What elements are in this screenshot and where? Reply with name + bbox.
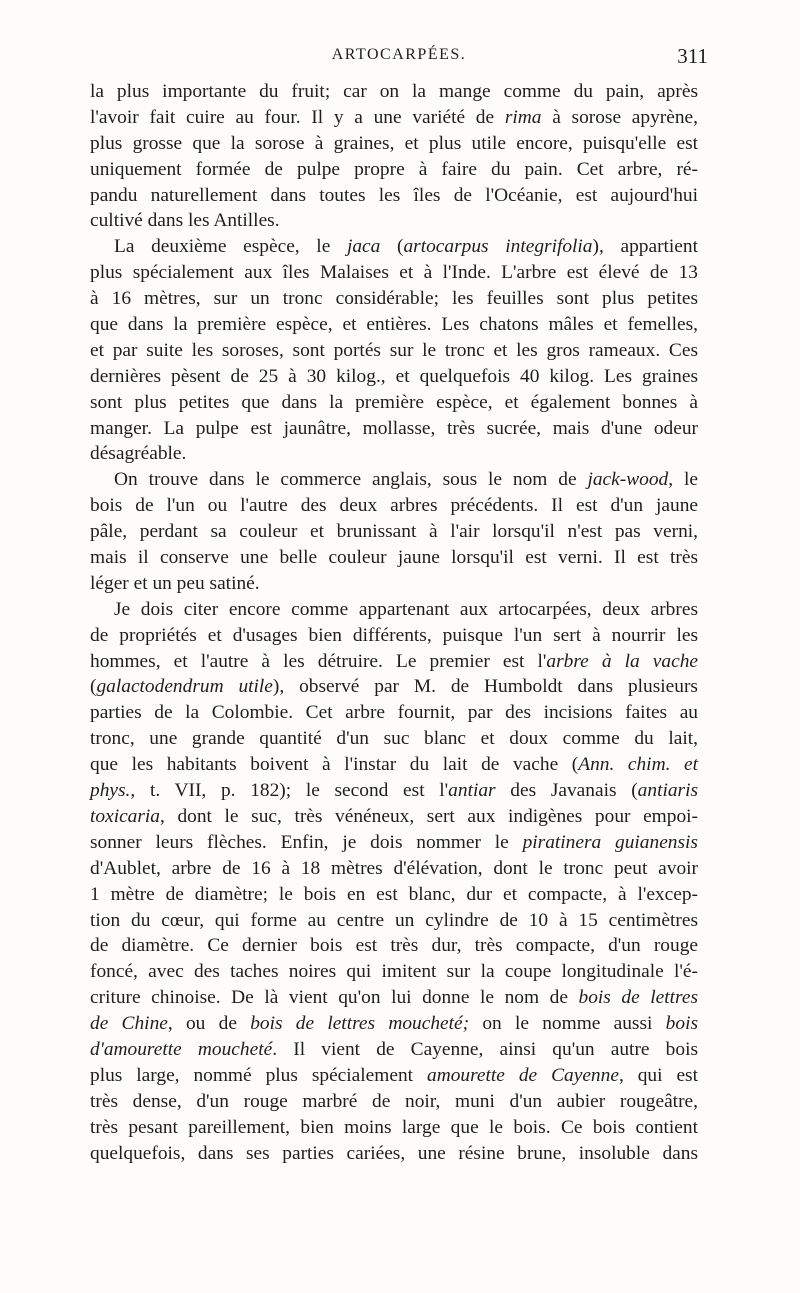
text-line <box>90 441 698 467</box>
text-line <box>90 131 698 157</box>
text-run: des Javanais ( <box>495 780 638 802</box>
italic-text: antiaris <box>637 780 699 802</box>
text-run: tion du cœur, qui forme au centre un cylindre de 10 à 15 centimètres <box>90 909 698 931</box>
text-run: pâle, perdant sa couleur et brunissant à l'air lorsqu'il n'est pas verni, <box>90 521 698 543</box>
text-run: sonner leurs flèches. Enfin, je dois nommer le <box>90 831 523 853</box>
italic-text: antiar <box>448 780 496 802</box>
text-line <box>90 519 698 545</box>
text-run: léger et un peu satiné. <box>90 572 260 594</box>
text-line <box>90 597 698 623</box>
text-run: cultivé dans les Antilles. <box>90 210 280 232</box>
paragraph <box>90 79 698 234</box>
text-line <box>90 208 698 234</box>
text-run: , qui est <box>618 1064 698 1086</box>
text-run: à 16 mètres, sur un tronc considérable; les feuilles sont plus petites <box>90 288 698 310</box>
text-line <box>90 959 698 985</box>
text-run: ), appartient <box>592 236 699 258</box>
text-line <box>90 674 698 700</box>
text-run: Je dois citer encore comme appartenant aux artocarpées, deux arbres <box>114 598 698 620</box>
italic-text: jaca <box>346 236 381 258</box>
text-run: , ou de <box>167 1013 251 1035</box>
italic-text: phys. <box>90 780 131 802</box>
italic-text: amourette de Cayenne <box>427 1064 619 1086</box>
text-line <box>90 882 698 908</box>
italic-text: rima <box>504 106 542 128</box>
text-run: très dense, d'un rouge marbré de noir, muni d'un aubier rougeâtre, <box>90 1090 698 1112</box>
text-run: désagréable. <box>90 443 187 465</box>
text-line <box>90 700 698 726</box>
page-header <box>90 46 708 76</box>
italic-text: jack-wood <box>587 469 669 491</box>
italic-text: arbre à la vache <box>546 650 698 672</box>
text-run: La deuxième espèce, le <box>114 236 347 258</box>
italic-text: d'amourette moucheté <box>90 1038 273 1060</box>
text-run: manger. La pulpe est jaunâtre, mollasse, très sucrée, mais d'une odeur <box>90 417 698 439</box>
text-line <box>90 183 698 209</box>
text-line <box>90 286 698 312</box>
text-line <box>90 985 698 1011</box>
italic-text: Ann. chim. et <box>578 754 698 776</box>
text-line <box>90 933 698 959</box>
text-run: uniquement formée de pulpe propre à faire du pain. Cet arbre, ré- <box>90 158 698 180</box>
text-run: sont plus petites que dans la première espèce, et également bonnes à <box>90 391 698 413</box>
text-run: pandu naturellement dans toutes les îles de l'Océanie, est aujourd'hui <box>90 184 698 206</box>
text-line <box>90 467 698 493</box>
text-line <box>90 390 698 416</box>
text-run: bois de l'un ou l'autre des deux arbres précédents. Il est d'un jaune <box>90 495 698 517</box>
paragraph <box>90 467 698 596</box>
text-line <box>90 1089 698 1115</box>
page-number: 311 <box>677 44 708 68</box>
italic-text: piratinera guianensis <box>522 831 698 853</box>
text-run: foncé, avec des taches noires qui imitent sur la coupe longitudinale l'é- <box>90 961 698 983</box>
text-run: , dont le suc, très vénéneux, sert aux indigènes pour empoi- <box>160 805 698 827</box>
text-line <box>90 79 698 105</box>
text-line <box>90 416 698 442</box>
text-run: d'Aublet, arbre de 16 à 18 mètres d'élévation, dont le tronc peut avoir <box>90 857 698 879</box>
text-line <box>90 338 698 364</box>
paragraph <box>90 234 698 467</box>
text-line <box>90 364 698 390</box>
text-run: plus large, nommé plus spécialement <box>90 1064 427 1086</box>
text-run: que les habitants boivent à l'instar du lait de vache ( <box>90 754 579 776</box>
text-line <box>90 830 698 856</box>
text-line <box>90 1115 698 1141</box>
text-run: de propriétés et d'usages bien différents, puisque l'un sert à nourrir les <box>90 624 698 646</box>
text-line <box>90 545 698 571</box>
text-line <box>90 1037 698 1063</box>
italic-text: bois <box>665 1013 698 1035</box>
text-run: ), observé par M. de Humboldt dans plusieurs <box>272 676 698 698</box>
text-run: , le <box>668 469 698 491</box>
body-text <box>90 79 698 1166</box>
italic-text: bois de lettres <box>578 987 698 1009</box>
text-run: criture chinoise. De là vient qu'on lui donne le nom de <box>90 987 579 1009</box>
italic-text: bois de lettres moucheté; <box>250 1013 470 1035</box>
text-run: plus spécialement aux îles Malaises et à l'Inde. L'arbre est élevé de 13 <box>90 262 698 284</box>
text-run: de diamètre. Ce dernier bois est très dur, très compacte, d'un rouge <box>90 935 698 957</box>
text-line <box>90 1011 698 1037</box>
text-run: tronc, une grande quantité d'un suc blanc et doux comme du lait, <box>90 728 698 750</box>
text-line <box>90 804 698 830</box>
text-line <box>90 752 698 778</box>
text-run: très pesant pareillement, bien moins large que le bois. Ce bois contient <box>90 1116 698 1138</box>
text-run: la plus importante du fruit; car on la mange comme du pain, après <box>90 81 698 102</box>
text-line <box>90 778 698 804</box>
text-run: ( <box>90 676 97 698</box>
text-line <box>90 312 698 338</box>
text-run: On trouve dans le commerce anglais, sous le nom de <box>114 469 588 491</box>
text-line <box>90 726 698 752</box>
italic-text: artocarpus integrifolia <box>403 236 593 258</box>
text-run: et par suite les soroses, sont portés sur le tronc et les gros rameaux. Ces <box>90 339 698 361</box>
text-line <box>90 571 698 597</box>
text-run: dernières pèsent de 25 à 30 kilog., et quelquefois 40 kilog. Les graines <box>90 365 698 387</box>
text-run: mais il conserve une belle couleur jaune lorsqu'il est verni. Il est très <box>90 547 698 569</box>
text-line <box>90 1141 698 1167</box>
text-run: ( <box>380 236 404 258</box>
text-run: , t. VII, p. 182); le second est l' <box>130 780 449 802</box>
text-run: . Il vient de Cayenne, ainsi qu'un autre bois <box>272 1038 698 1060</box>
text-line <box>90 1063 698 1089</box>
italic-text: galactodendrum utile <box>96 676 273 698</box>
text-run: hommes, et l'autre à les détruire. Le premier est l' <box>90 650 547 672</box>
text-line <box>90 908 698 934</box>
text-run: à sorose apyrène, <box>541 106 698 128</box>
text-line <box>90 157 698 183</box>
text-run: parties de la Colombie. Cet arbre fournit, par des incisions faites au <box>90 702 698 724</box>
text-run: quelquefois, dans ses parties cariées, une résine brune, insoluble dans <box>90 1142 698 1164</box>
paragraph <box>90 597 698 1167</box>
text-run: l'avoir fait cuire au four. Il y a une variété de <box>90 106 505 128</box>
italic-text: toxicaria <box>90 805 161 827</box>
text-run: 1 mètre de diamètre; le bois en est blanc, dur et compacte, à l'excep- <box>90 883 698 905</box>
text-run: que dans la première espèce, et entières. Les chatons mâles et femelles, <box>90 314 698 336</box>
italic-text: de Chine <box>90 1013 168 1035</box>
running-title: ARTOCARPÉES. <box>331 46 467 63</box>
text-run: on le nomme aussi <box>469 1013 666 1035</box>
text-line <box>90 649 698 675</box>
text-line <box>90 260 698 286</box>
text-run: plus grosse que la sorose à graines, et plus utile encore, puisqu'elle est <box>90 132 698 154</box>
text-line <box>90 856 698 882</box>
text-line <box>90 234 698 260</box>
text-line <box>90 105 698 131</box>
text-line <box>90 623 698 649</box>
text-line <box>90 493 698 519</box>
